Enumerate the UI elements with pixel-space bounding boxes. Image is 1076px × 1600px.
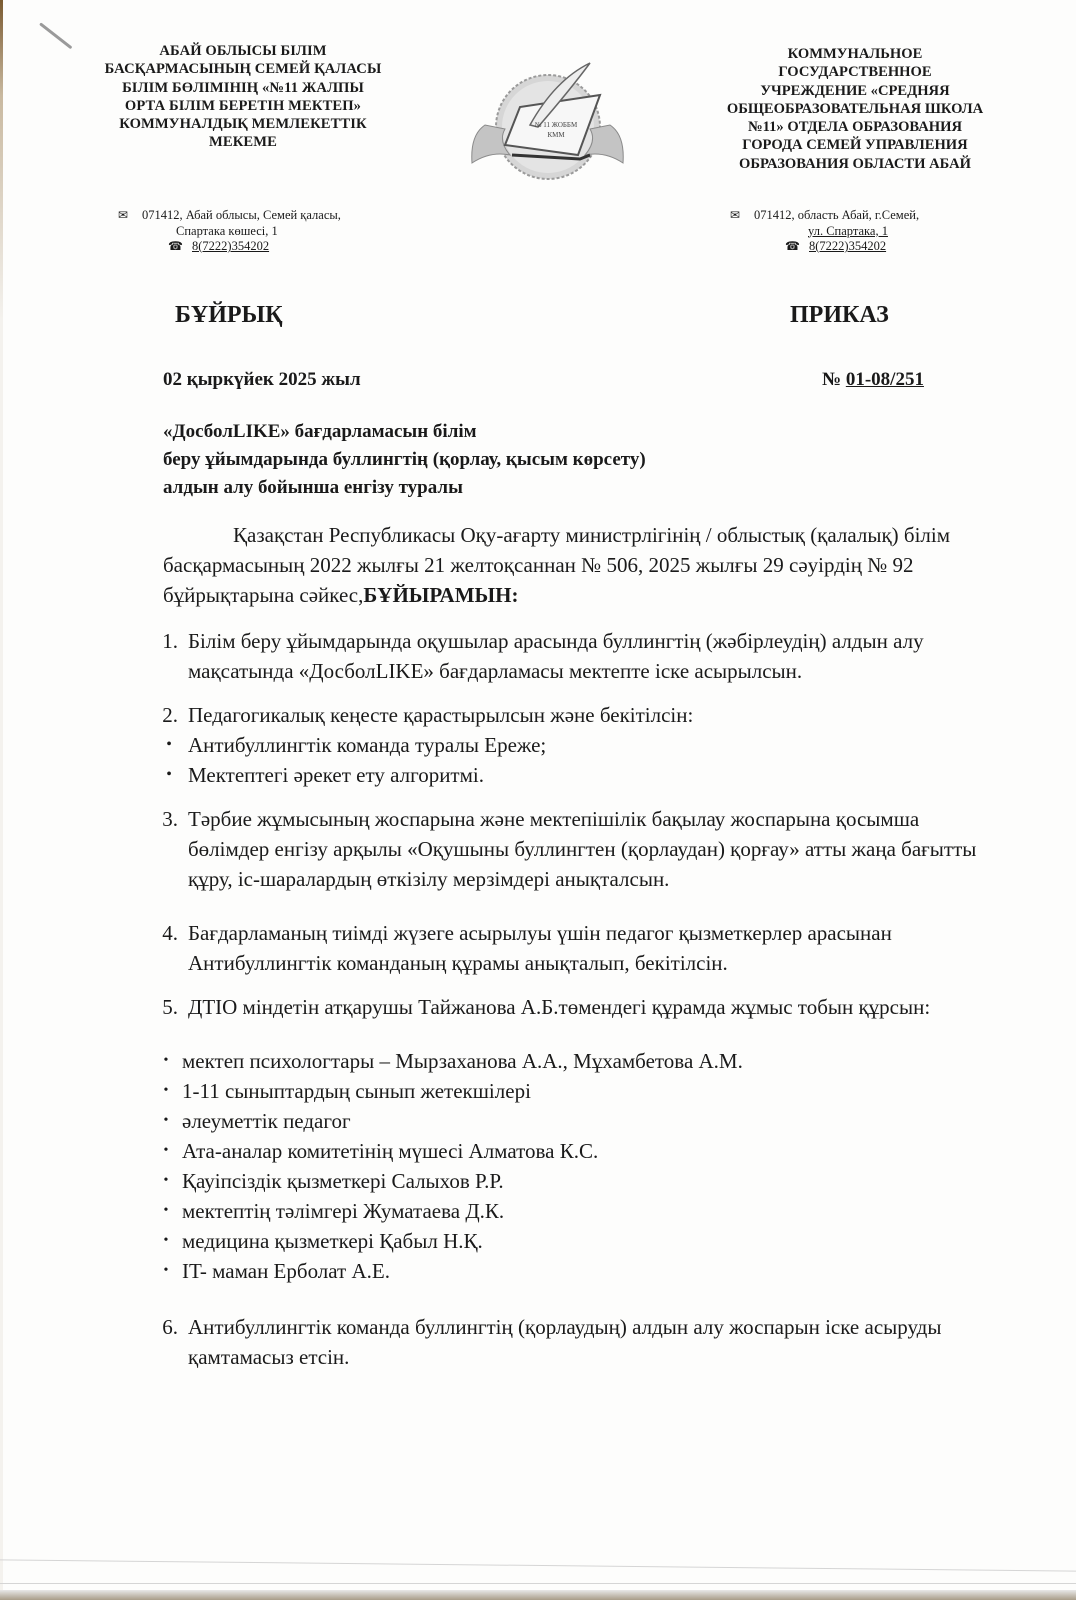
address-kz-line2: Спартака көшесі, 1 [176,223,278,238]
member-bullet [150,1196,980,1226]
member-text: Қауіпсіздік қызметкері Салыхов Р.Р. [182,1169,504,1193]
member-text: Ата-аналар комитетінің мүшесі Алматова К.С. [182,1139,599,1163]
address-kz-line1: 071412, Абай облысы, Семей қаласы, [142,208,341,222]
member-bullet [150,1076,980,1106]
phone-kz: 8(7222)354202 [192,239,270,253]
letterhead-ru [700,45,1010,173]
paper-fold-line [0,1583,1076,1584]
bullet-icon: • [163,1203,169,1218]
item-number: 1. [162,629,178,653]
doc-subject [163,418,646,502]
letterhead-ru-line: ГОСУДАРСТВЕННОЕ [778,64,932,81]
bullet-icon: • [166,766,172,783]
letterhead-ru-line: ОБЩЕОБРАЗОВАТЕЛЬНАЯ ШКОЛА [726,100,984,117]
logo-text: № 11 ЖОББМ [534,121,578,129]
letterhead-ru-line: №11» ОТДЕЛА ОБРАЗОВАНИЯ [747,119,963,136]
order-item [150,804,980,894]
letterhead-ru-line: ОБРАЗОВАНИЯ ОБЛАСТИ АБАЙ [738,155,971,172]
letterhead-kz [88,42,398,152]
sub-bullet-text: Мектептегі әрекет ету алгоритмі. [188,763,484,787]
bullet-icon: • [163,1263,169,1278]
member-text: мектептің тәлімгері Жуматаева Д.К. [182,1199,505,1223]
preamble-text: Қазақстан Республикасы Оқу-ағарту министрлігінің / облыстық (қалалық) білім басқармасының 2022 жылғы 21 желтоқсаннан № 506, 2025 жылғы 29 сәуірдің № 92 бұйрықтарына сәйкес, [163,523,951,607]
school-logo [460,55,635,185]
logo-text: КММ [547,131,565,139]
member-bullet [150,1046,980,1076]
doc-number-prefix: № [822,369,846,390]
item-number: 5. [162,995,178,1019]
subject-line: беру ұйымдарында буллингтің (қорлау, қысым көрсету) [163,449,646,470]
bullet-icon: • [163,1113,169,1128]
staple-mark [39,22,72,49]
bullet-icon: • [163,1173,169,1188]
member-bullet [150,1136,980,1166]
letterhead-kz-line: БІЛІМ БӨЛІМІНІҢ «№11 ЖАЛПЫ [122,79,364,96]
item-number: 4. [162,921,178,945]
letterhead-kz-line: АБАЙ ОБЛЫСЫ БІЛІМ [159,43,327,59]
bullet-icon: • [163,1083,169,1098]
paper-fold-line [0,1559,1076,1571]
doc-title-ru: ПРИКАЗ [790,302,889,328]
address-ru-line2: ул. Спартака, 1 [808,223,888,238]
member-bullet [150,1106,980,1136]
scan-page-edge [0,0,3,1600]
member-text: медицина қызметкері Қабыл Н.Қ. [182,1229,483,1253]
doc-date: 02 қыркүйек 2025 жыл [163,369,361,390]
item-number: 3. [162,807,178,831]
address-kz [118,208,388,255]
scan-bottom-edge [0,1590,1076,1600]
item-text: Тәрбие жұмысының жоспарына және мектепішілік бақылау жоспарына қосымша бөлімдер енгізу арқылы «Оқушыны буллингтен (қорлаудан) қорғау» атты жаңа бағытты құру, іс-шаралардың өткізілу мерзімдері анықталсын. [188,807,977,891]
preamble [163,520,963,610]
letterhead-kz-line: МЕКЕМЕ [209,134,277,151]
member-text: әлеуметтік педагог [182,1109,351,1133]
letterhead-ru-line: УЧРЕЖДЕНИЕ «СРЕДНЯЯ [760,82,950,99]
member-bullet [150,1226,980,1256]
order-item [150,626,980,686]
sub-bullet [150,760,980,790]
member-bullet [150,1256,980,1286]
member-text: IT- маман Ерболат А.Е. [182,1259,390,1283]
bullet-icon: • [163,1053,169,1068]
doc-title-kz: БҰЙРЫҚ [175,302,283,328]
item-text: Бағдарламаның тиімді жүзеге асырылуы үшін педагог қызметкерлер арасынан Антибуллингтік команданың құрамы анықталып, бекітілсін. [188,921,892,975]
order-items [150,626,980,1372]
sub-bullet-text: Антибуллингтік команда туралы Ереже; [188,733,547,757]
order-item [150,700,980,730]
letterhead-ru-line: ГОРОДА СЕМЕЙ УПРАВЛЕНИЯ [742,137,968,154]
item-text: Педагогикалық кеңесте қарастырылсын және бекітілсін: [188,703,694,727]
sub-bullet [150,730,980,760]
item-text: Антибуллингтік команда буллингтің (қорлаудың) алдын алу жоспарын іске асыруды қамтамасыз етсін. [188,1315,942,1369]
order-item [150,918,980,978]
letterhead-kz-line: БАСҚАРМАСЫНЫҢ СЕМЕЙ ҚАЛАСЫ [104,61,382,78]
telephone-icon: ☎ [785,239,800,253]
member-bullet [150,1166,980,1196]
letterhead-ru-line: КОММУНАЛЬНОЕ [787,46,923,62]
letterhead-kz-line: КОММУНАЛДЫҚ МЕМЛЕКЕТТІК [119,116,367,133]
item-text: Білім беру ұйымдарында оқушылар арасында буллингтің (жәбірлеудің) алдын алу мақсатында «ДосболLIKE» бағдарламасы мектепте іске асырылсын. [188,629,924,683]
item-text: ДТІО міндетін атқарушы Тайжанова А.Б.төмендегі құрамда жұмыс тобын құрсын: [188,995,931,1019]
bullet-icon: • [163,1233,169,1248]
item-number: 2. [162,703,178,727]
envelope-icon: ✉ [730,208,741,222]
subject-line: алдын алу бойынша енгізу туралы [163,477,463,498]
member-text: мектеп психологтары – Мырзаханова А.А., Мұхамбетова А.М. [182,1049,743,1073]
subject-line: «ДосболLIKE» бағдарламасын білім [163,421,477,442]
phone-ru: 8(7222)354202 [809,239,887,253]
order-item [150,992,980,1022]
bullet-icon: • [166,736,172,753]
letterhead-kz-line: ОРТА БІЛІМ БЕРЕТІН МЕКТЕП» [124,97,362,114]
member-text: 1-11 сыныптардың сынып жетекшілері [182,1079,531,1103]
order-item [150,1312,980,1372]
item-number: 6. [162,1315,178,1339]
preamble-order-word: БҰЙЫРАМЫН: [363,583,519,607]
address-ru [730,208,970,255]
bullet-icon: • [163,1143,169,1158]
doc-number [822,369,924,391]
address-ru-line1: 071412, область Абай, г.Семей, [754,208,920,222]
doc-number-value: 01-08/251 [845,369,924,390]
telephone-icon: ☎ [168,239,183,253]
envelope-icon: ✉ [118,208,129,222]
